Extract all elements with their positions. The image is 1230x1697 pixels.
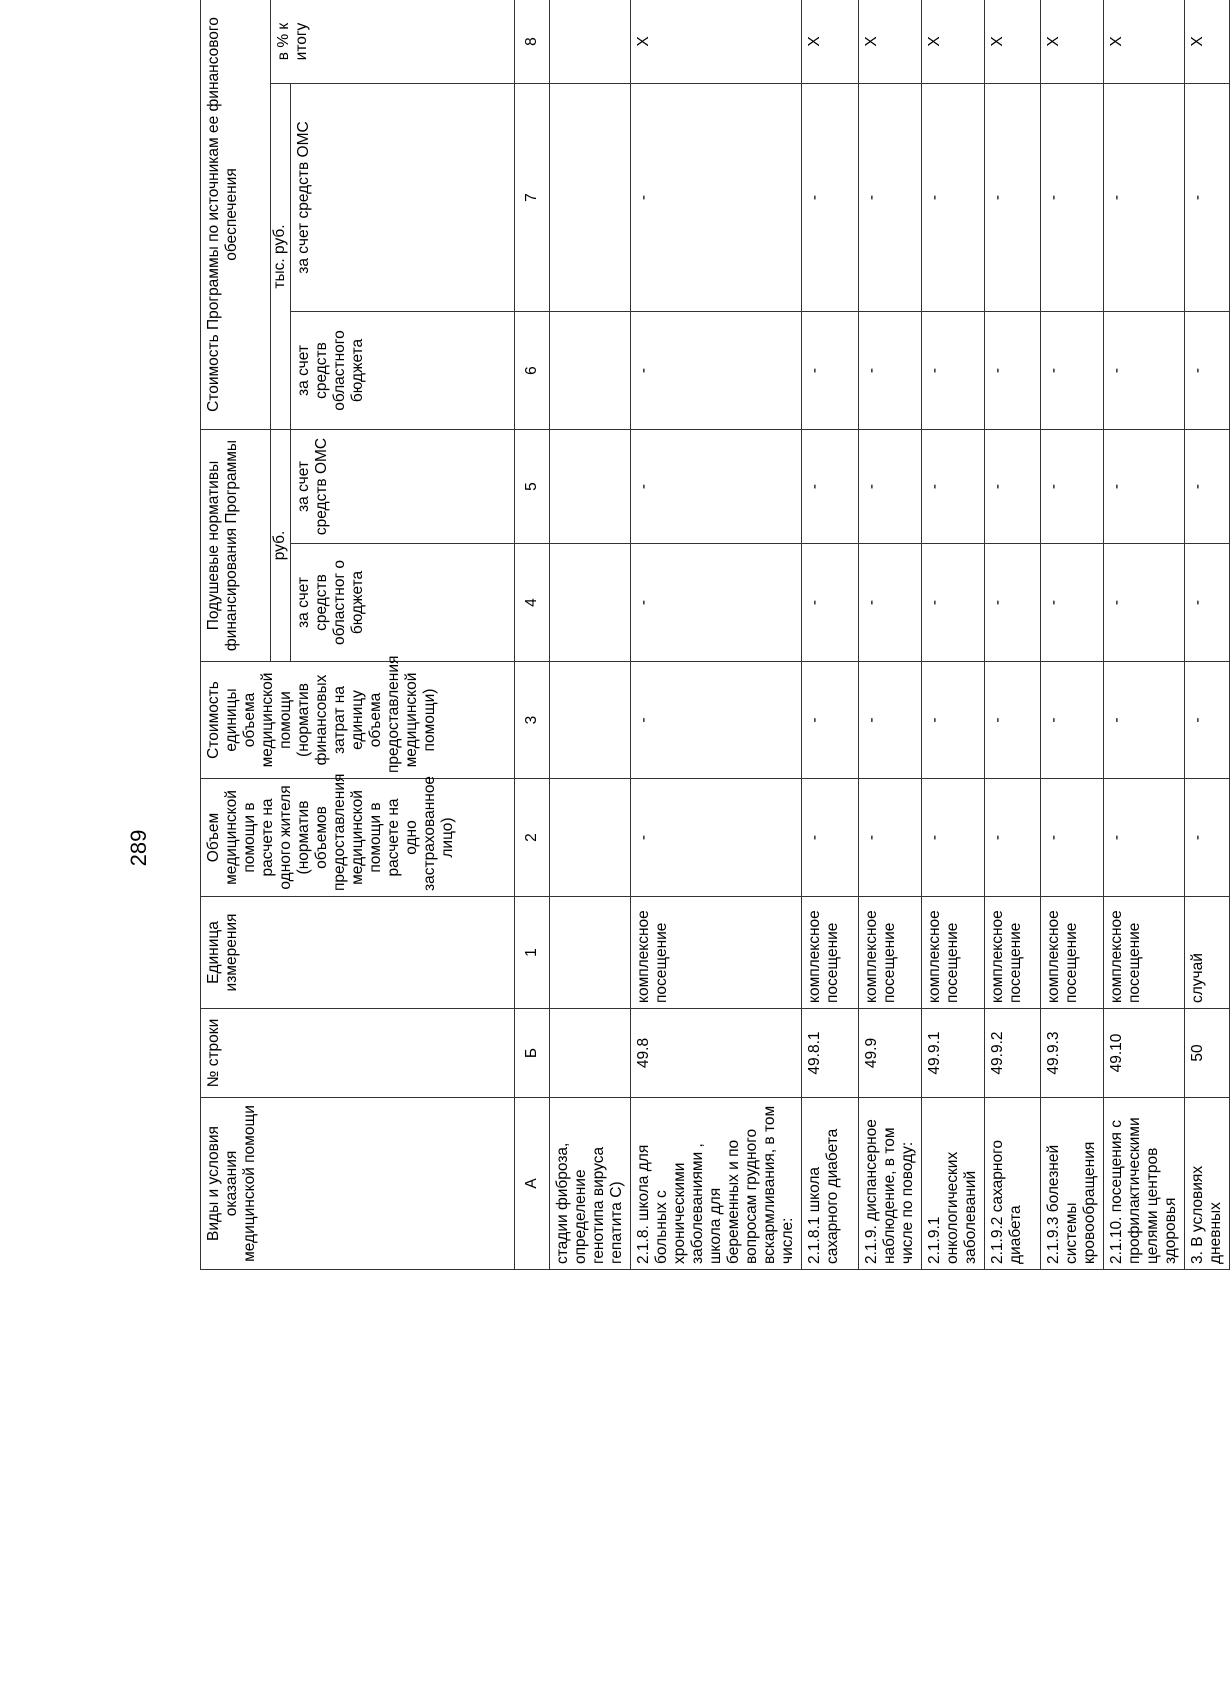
col-number: 7	[515, 84, 550, 312]
table-cell: -	[985, 84, 1041, 312]
rotated-table-container	[200, 0, 1224, 1270]
header-program-cost: Стоимость Программы по источникам ее финансового обеспечения	[201, 0, 271, 430]
col-number: 6	[515, 312, 550, 430]
header-volume: Объем медицинской помощи в расчете на одного жителя (норматив объемов предоставления медицинской помощи в расчете на одно застрахованное лицо)	[201, 779, 515, 897]
table-cell	[550, 897, 631, 1009]
table-cell: -	[802, 430, 859, 544]
table-cell: -	[1104, 430, 1185, 544]
table-cell: X	[1185, 0, 1230, 84]
table-cell	[550, 312, 631, 430]
table-cell: 49.9	[859, 1009, 922, 1098]
table-cell: -	[1104, 662, 1185, 779]
table-cell: -	[1041, 544, 1104, 662]
table-cell: -	[922, 430, 985, 544]
col-number: 2	[515, 779, 550, 897]
table-cell: -	[802, 544, 859, 662]
table-cell: -	[1041, 779, 1104, 897]
table-cell: -	[1185, 544, 1230, 662]
table-cell: -	[985, 662, 1041, 779]
table-cell: стадии фиброза, определение генотипа вируса гепатита С)	[550, 1098, 631, 1270]
table-cell: -	[631, 84, 802, 312]
table-cell: комплексное посещение	[985, 897, 1041, 1009]
table-cell: 49.9.3	[1041, 1009, 1104, 1098]
table-cell: -	[1041, 84, 1104, 312]
header-unit: Единица измерения	[201, 897, 515, 1009]
table-cell: -	[922, 84, 985, 312]
table-cell	[550, 662, 631, 779]
financing-table	[200, 0, 1230, 1270]
table-cell: комплексное посещение	[631, 897, 802, 1009]
table-row	[922, 0, 985, 1270]
col-number: 8	[515, 0, 550, 84]
table-cell: -	[1041, 430, 1104, 544]
table-cell: -	[1104, 312, 1185, 430]
table-cell: -	[1041, 312, 1104, 430]
header-rub: руб.	[271, 430, 291, 662]
table-cell: -	[1041, 662, 1104, 779]
header-col5: за счет средств ОМС	[291, 430, 515, 544]
table-cell: -	[1104, 779, 1185, 897]
header-percent: в % к итогу	[271, 0, 515, 84]
table-cell: 2.1.8. школа для больных с хроническими заболеваниями , школа для беременных и по вопросам грудного вскармливания, в том числе:	[631, 1098, 802, 1270]
table-cell: -	[985, 430, 1041, 544]
table-cell: -	[802, 84, 859, 312]
col-number: 4	[515, 544, 550, 662]
header-col4: за счет средств областног о бюджета	[291, 544, 515, 662]
col-number: Б	[515, 1009, 550, 1098]
header-types: Виды и условия оказания медицинской помощи	[201, 1098, 515, 1270]
table-cell: X	[859, 0, 922, 84]
table-row	[1041, 0, 1104, 1270]
table-row	[985, 0, 1041, 1270]
table-cell: -	[802, 662, 859, 779]
table-cell: X	[802, 0, 859, 84]
table-cell: -	[802, 312, 859, 430]
table-cell: -	[631, 779, 802, 897]
table-cell: комплексное посещение	[922, 897, 985, 1009]
table-row	[550, 0, 631, 1270]
header-thous-rub: тыс. руб.	[271, 84, 291, 430]
table-cell: 49.9.2	[985, 1009, 1041, 1098]
table-cell: -	[802, 779, 859, 897]
table-cell: комплексное посещение	[859, 897, 922, 1009]
table-cell: 49.8.1	[802, 1009, 859, 1098]
table-cell: -	[859, 544, 922, 662]
table-cell: комплексное посещение	[802, 897, 859, 1009]
table-row	[802, 0, 859, 1270]
table-cell: -	[985, 544, 1041, 662]
table-cell	[550, 430, 631, 544]
table-cell: X	[922, 0, 985, 84]
header-per-capita-norms: Подушевые нормативы финансирования Программы	[201, 430, 271, 662]
table-cell: -	[859, 84, 922, 312]
table-row	[859, 0, 922, 1270]
table-cell: -	[985, 779, 1041, 897]
table-cell: -	[859, 662, 922, 779]
table-cell: 2.1.9.1 онкологических заболеваний	[922, 1098, 985, 1270]
table-cell: -	[631, 430, 802, 544]
table-cell: -	[922, 312, 985, 430]
table-cell: 2.1.8.1 школа сахарного диабета	[802, 1098, 859, 1270]
table-cell: -	[1185, 662, 1230, 779]
table-cell: -	[859, 430, 922, 544]
table-cell: -	[1104, 84, 1185, 312]
table-cell: -	[922, 544, 985, 662]
table-cell: -	[1104, 544, 1185, 662]
col-number: 1	[515, 897, 550, 1009]
table-row	[1104, 0, 1185, 1270]
table-cell: 49.9.1	[922, 1009, 985, 1098]
table-cell: -	[1185, 84, 1230, 312]
table-cell: -	[922, 779, 985, 897]
table-cell: -	[859, 312, 922, 430]
col-number: А	[515, 1098, 550, 1270]
table-cell	[550, 0, 631, 84]
table-cell: -	[1185, 312, 1230, 430]
table-cell: X	[985, 0, 1041, 84]
col-number: 3	[515, 662, 550, 779]
table-cell	[550, 779, 631, 897]
table-cell: -	[631, 312, 802, 430]
table-cell	[550, 1009, 631, 1098]
table-cell: 2.1.10. посещения с профилактическими целями центров здоровья	[1104, 1098, 1185, 1270]
table-cell: 2.1.9. диспансерное наблюдение, в том числе по поводу:	[859, 1098, 922, 1270]
table-cell: 49.8	[631, 1009, 802, 1098]
table-cell: -	[631, 544, 802, 662]
header-col6: за счет средств областного бюджета	[291, 312, 515, 430]
table-cell: X	[1104, 0, 1185, 84]
table-cell: случай	[1185, 897, 1230, 1009]
page-number: 289	[126, 829, 151, 867]
table-cell: комплексное посещение	[1041, 897, 1104, 1009]
col-number: 5	[515, 430, 550, 544]
table-cell: 2.1.9.3 болезней системы кровообращения	[1041, 1098, 1104, 1270]
table-cell: -	[1185, 779, 1230, 897]
table-cell: X	[631, 0, 802, 84]
table-cell	[550, 84, 631, 312]
table-row	[1185, 0, 1230, 1270]
table-cell: -	[1185, 430, 1230, 544]
header-unit-cost: Стоимость единицы объема медицинской помощи (норматив финансовых затрат на единицу объема предоставления медицинской помощи)	[201, 662, 515, 779]
table-cell: -	[922, 662, 985, 779]
table-cell: комплексное посещение	[1104, 897, 1185, 1009]
header-row-number: № строки	[201, 1009, 515, 1098]
table-cell: 49.10	[1104, 1009, 1185, 1098]
table-cell	[550, 544, 631, 662]
header-col7: за счет средств ОМС	[291, 84, 515, 312]
table-cell: 50	[1185, 1009, 1230, 1098]
table-cell: -	[985, 312, 1041, 430]
table-cell: 2.1.9.2 сахарного диабета	[985, 1098, 1041, 1270]
table-cell: 3. В условиях дневных	[1185, 1098, 1230, 1270]
table-cell: -	[859, 779, 922, 897]
table-body	[550, 0, 1230, 1270]
table-row	[631, 0, 802, 1270]
table-cell: X	[1041, 0, 1104, 84]
table-cell: -	[631, 662, 802, 779]
